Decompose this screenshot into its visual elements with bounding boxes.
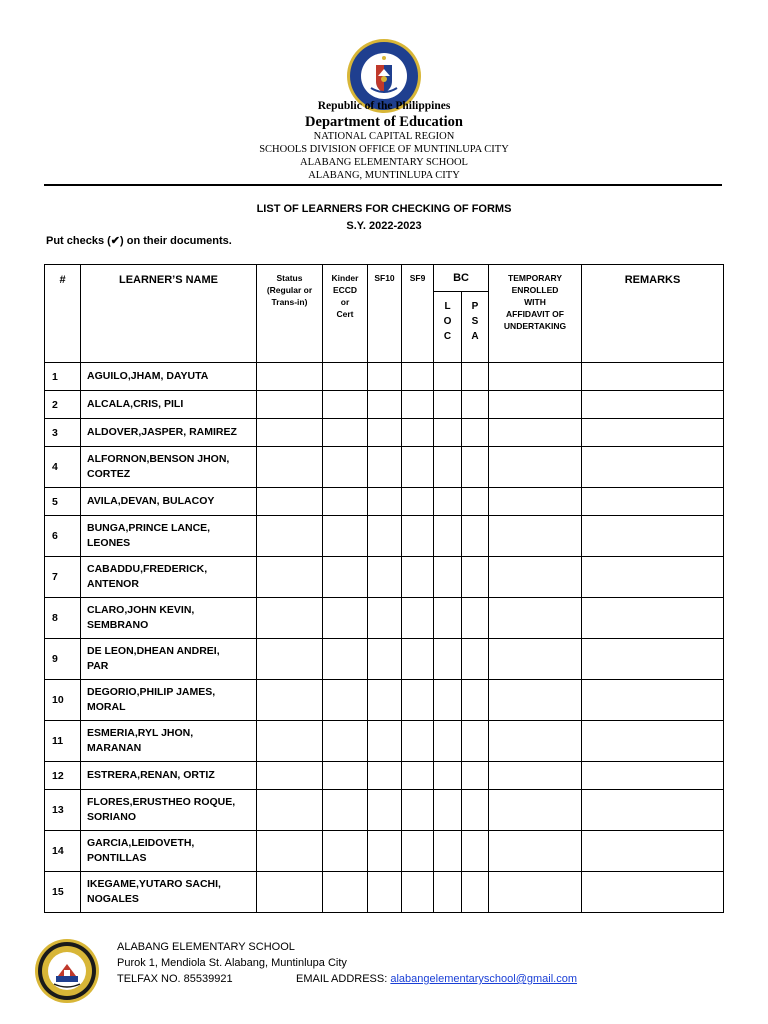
check-cell-kinder[interactable] bbox=[323, 363, 368, 391]
check-cell-sf10[interactable] bbox=[368, 598, 402, 639]
check-cell-remarks[interactable] bbox=[582, 447, 724, 488]
check-cell-kinder[interactable] bbox=[323, 419, 368, 447]
header-temp-line: AFFIDAVIT OF bbox=[506, 309, 564, 319]
header-psa-letter: A bbox=[471, 331, 479, 342]
header-kinder-line: or bbox=[340, 297, 350, 307]
row-number: 10 bbox=[45, 680, 81, 721]
learner-name bbox=[81, 488, 257, 516]
check-cell-kinder[interactable] bbox=[323, 598, 368, 639]
header-loc-letter: C bbox=[443, 331, 452, 342]
check-cell-kinder[interactable] bbox=[323, 488, 368, 516]
check-cell-temporary[interactable] bbox=[489, 557, 582, 598]
check-cell-psa[interactable] bbox=[462, 598, 489, 639]
footer-email-link[interactable]: alabangelementaryschool@gmail.com bbox=[390, 973, 578, 985]
check-cell-temporary[interactable] bbox=[489, 419, 582, 447]
check-cell-kinder[interactable] bbox=[323, 872, 368, 913]
check-cell-remarks[interactable] bbox=[582, 557, 724, 598]
table-row bbox=[45, 721, 724, 762]
check-cell-sf9[interactable] bbox=[402, 762, 434, 790]
row-number: 12 bbox=[45, 762, 81, 790]
learner-name-line: MARANAN bbox=[87, 742, 142, 754]
check-cell-remarks[interactable] bbox=[582, 363, 724, 391]
header-cell-remarks: REMARKS bbox=[582, 265, 724, 363]
check-cell-temporary[interactable] bbox=[489, 680, 582, 721]
learner-name-line: AVILA,DEVAN, BULACOY bbox=[87, 495, 215, 507]
check-cell-loc[interactable] bbox=[434, 790, 462, 831]
table-row bbox=[45, 419, 724, 447]
check-cell-sf9[interactable] bbox=[402, 447, 434, 488]
learner-name bbox=[81, 721, 257, 762]
check-cell-kinder[interactable] bbox=[323, 391, 368, 419]
row-number: 5 bbox=[45, 488, 81, 516]
footer-address: Purok 1, Mendiola St. Alabang, Muntinlupa City bbox=[117, 957, 347, 969]
check-cell-status[interactable] bbox=[257, 680, 323, 721]
header-cell-bc: BC bbox=[434, 265, 489, 292]
learner-name-line: PONTILLAS bbox=[87, 852, 147, 864]
check-cell-sf10[interactable] bbox=[368, 391, 402, 419]
instruction-text: Put checks (✔) on their documents. bbox=[46, 235, 232, 247]
document-title: LIST OF LEARNERS FOR CHECKING OF FORMS bbox=[256, 203, 512, 215]
header-cell-sf10: SF10 bbox=[368, 265, 402, 363]
header-psa-letter: S bbox=[471, 316, 479, 327]
check-cell-sf9[interactable] bbox=[402, 872, 434, 913]
check-cell-status[interactable] bbox=[257, 557, 323, 598]
header-region: NATIONAL CAPITAL REGION bbox=[313, 131, 455, 142]
footer-email-label: EMAIL ADDRESS: bbox=[296, 973, 388, 985]
row-number: 14 bbox=[45, 831, 81, 872]
check-cell-psa[interactable] bbox=[462, 639, 489, 680]
check-cell-status[interactable] bbox=[257, 419, 323, 447]
check-cell-loc[interactable] bbox=[434, 680, 462, 721]
footer-telfax: TELFAX NO. 85539921 bbox=[117, 973, 233, 985]
check-cell-loc[interactable] bbox=[434, 363, 462, 391]
check-cell-status[interactable] bbox=[257, 831, 323, 872]
check-cell-status[interactable] bbox=[257, 598, 323, 639]
check-cell-sf10[interactable] bbox=[368, 680, 402, 721]
check-cell-loc[interactable] bbox=[434, 516, 462, 557]
check-cell-sf10[interactable] bbox=[368, 721, 402, 762]
table-row bbox=[45, 363, 724, 391]
check-cell-temporary[interactable] bbox=[489, 721, 582, 762]
check-cell-kinder[interactable] bbox=[323, 762, 368, 790]
check-cell-temporary[interactable] bbox=[489, 762, 582, 790]
learner-name bbox=[81, 447, 257, 488]
table-row bbox=[45, 762, 724, 790]
check-cell-loc[interactable] bbox=[434, 557, 462, 598]
check-cell-psa[interactable] bbox=[462, 680, 489, 721]
check-cell-loc[interactable] bbox=[434, 447, 462, 488]
school-seal-icon bbox=[34, 938, 100, 1004]
header-division: SCHOOLS DIVISION OFFICE OF MUNTINLUPA CITY bbox=[259, 144, 509, 155]
header-temp-line: UNDERTAKING bbox=[503, 321, 567, 331]
header-psa-letter: P bbox=[471, 301, 479, 312]
check-cell-psa[interactable] bbox=[462, 831, 489, 872]
check-cell-remarks[interactable] bbox=[582, 762, 724, 790]
check-cell-sf10[interactable] bbox=[368, 762, 402, 790]
check-cell-sf10[interactable] bbox=[368, 363, 402, 391]
learner-name-line: DEGORIO,PHILIP JAMES, bbox=[87, 686, 216, 698]
learner-name-line: CLARO,JOHN KEVIN, bbox=[87, 604, 195, 616]
check-cell-temporary[interactable] bbox=[489, 831, 582, 872]
footer-email-row bbox=[296, 973, 577, 985]
learner-name-line: NOGALES bbox=[87, 893, 139, 905]
check-cell-sf9[interactable] bbox=[402, 391, 434, 419]
row-number: 15 bbox=[45, 872, 81, 913]
learner-name-line: ALFORNON,BENSON JHON, bbox=[87, 453, 230, 465]
header-cell-kinder bbox=[323, 265, 368, 363]
row-number: 8 bbox=[45, 598, 81, 639]
check-cell-sf9[interactable] bbox=[402, 419, 434, 447]
check-cell-sf9[interactable] bbox=[402, 721, 434, 762]
check-cell-remarks[interactable] bbox=[582, 488, 724, 516]
check-cell-sf10[interactable] bbox=[368, 790, 402, 831]
header-status-line: Trans-in) bbox=[271, 297, 308, 307]
learner-name-line: ALDOVER,JASPER, RAMIREZ bbox=[87, 426, 237, 438]
table-header-row bbox=[45, 265, 724, 292]
check-cell-psa[interactable] bbox=[462, 557, 489, 598]
learner-name bbox=[81, 831, 257, 872]
check-cell-sf9[interactable] bbox=[402, 639, 434, 680]
check-cell-loc[interactable] bbox=[434, 762, 462, 790]
check-cell-remarks[interactable] bbox=[582, 721, 724, 762]
header-department: Department of Education bbox=[305, 114, 463, 130]
check-cell-psa[interactable] bbox=[462, 762, 489, 790]
check-cell-kinder[interactable] bbox=[323, 557, 368, 598]
learner-name bbox=[81, 363, 257, 391]
header-cell-temporary bbox=[489, 265, 582, 363]
learner-name-line: ALCALA,CRIS, PILI bbox=[87, 398, 184, 410]
check-cell-temporary[interactable] bbox=[489, 639, 582, 680]
check-cell-sf9[interactable] bbox=[402, 557, 434, 598]
header-temp-line: WITH bbox=[524, 297, 546, 307]
learner-name-line: DE LEON,DHEAN ANDREI, bbox=[87, 645, 220, 657]
check-cell-sf10[interactable] bbox=[368, 639, 402, 680]
learner-name-line: FLORES,ERUSTHEO ROQUE, bbox=[87, 796, 236, 808]
check-cell-status[interactable] bbox=[257, 447, 323, 488]
check-cell-loc[interactable] bbox=[434, 639, 462, 680]
check-cell-sf10[interactable] bbox=[368, 419, 402, 447]
check-cell-remarks[interactable] bbox=[582, 872, 724, 913]
check-cell-psa[interactable] bbox=[462, 488, 489, 516]
learner-name bbox=[81, 680, 257, 721]
row-number: 6 bbox=[45, 516, 81, 557]
table-row bbox=[45, 391, 724, 419]
learners-table bbox=[44, 264, 724, 913]
check-cell-kinder[interactable] bbox=[323, 639, 368, 680]
table-row bbox=[45, 447, 724, 488]
learner-name bbox=[81, 557, 257, 598]
check-cell-sf9[interactable] bbox=[402, 516, 434, 557]
check-cell-sf10[interactable] bbox=[368, 557, 402, 598]
learner-name-line: GARCIA,LEIDOVETH, bbox=[87, 837, 195, 849]
check-cell-psa[interactable] bbox=[462, 447, 489, 488]
check-cell-loc[interactable] bbox=[434, 872, 462, 913]
row-number: 7 bbox=[45, 557, 81, 598]
header-kinder-line: Cert bbox=[336, 309, 354, 319]
check-cell-remarks[interactable] bbox=[582, 831, 724, 872]
check-cell-status[interactable] bbox=[257, 639, 323, 680]
header-kinder-line: Kinder bbox=[331, 273, 359, 283]
check-cell-status[interactable] bbox=[257, 762, 323, 790]
check-cell-sf9[interactable] bbox=[402, 488, 434, 516]
school-year: S.Y. 2022-2023 bbox=[346, 220, 422, 232]
header-republic: Republic of the Philippines bbox=[317, 100, 451, 112]
check-cell-remarks[interactable] bbox=[582, 639, 724, 680]
learner-name-line: BUNGA,PRINCE LANCE, bbox=[87, 522, 211, 534]
check-cell-temporary[interactable] bbox=[489, 872, 582, 913]
learner-name-line: SORIANO bbox=[87, 811, 137, 823]
check-cell-sf10[interactable] bbox=[368, 447, 402, 488]
check-cell-temporary[interactable] bbox=[489, 488, 582, 516]
learner-name bbox=[81, 516, 257, 557]
learner-name-line: IKEGAME,YUTARO SACHI, bbox=[87, 878, 221, 890]
check-cell-sf10[interactable] bbox=[368, 488, 402, 516]
check-cell-kinder[interactable] bbox=[323, 680, 368, 721]
row-number: 4 bbox=[45, 447, 81, 488]
check-cell-psa[interactable] bbox=[462, 721, 489, 762]
row-number: 11 bbox=[45, 721, 81, 762]
learner-name-line: PAR bbox=[87, 660, 109, 672]
header-location: ALABANG, MUNTINLUPA CITY bbox=[308, 170, 460, 181]
learner-name-line: ESMERIA,RYL JHON, bbox=[87, 727, 194, 739]
table-row bbox=[45, 488, 724, 516]
check-cell-sf9[interactable] bbox=[402, 831, 434, 872]
check-cell-status[interactable] bbox=[257, 721, 323, 762]
header-cell-status bbox=[257, 265, 323, 363]
table-row bbox=[45, 598, 724, 639]
footer-school: ALABANG ELEMENTARY SCHOOL bbox=[117, 941, 295, 953]
header-cell-sf9: SF9 bbox=[402, 265, 434, 363]
header-temp-line: TEMPORARY bbox=[508, 273, 563, 283]
header-cell-num: # bbox=[45, 265, 81, 363]
check-cell-remarks[interactable] bbox=[582, 391, 724, 419]
learner-name bbox=[81, 872, 257, 913]
row-number: 1 bbox=[45, 363, 81, 391]
learner-name-line: AGUILO,JHAM, DAYUTA bbox=[87, 370, 209, 382]
table-row bbox=[45, 872, 724, 913]
check-cell-status[interactable] bbox=[257, 391, 323, 419]
check-cell-remarks[interactable] bbox=[582, 419, 724, 447]
check-cell-psa[interactable] bbox=[462, 391, 489, 419]
check-cell-sf10[interactable] bbox=[368, 516, 402, 557]
check-cell-sf9[interactable] bbox=[402, 790, 434, 831]
header-kinder-line: ECCD bbox=[332, 285, 358, 295]
learner-name bbox=[81, 598, 257, 639]
check-cell-status[interactable] bbox=[257, 872, 323, 913]
check-cell-status[interactable] bbox=[257, 363, 323, 391]
row-number: 13 bbox=[45, 790, 81, 831]
check-cell-loc[interactable] bbox=[434, 391, 462, 419]
header-status-line: Status bbox=[276, 273, 303, 283]
table-row bbox=[45, 516, 724, 557]
check-cell-kinder[interactable] bbox=[323, 790, 368, 831]
table-body bbox=[45, 363, 724, 913]
header-cell-psa bbox=[462, 292, 489, 363]
learner-name bbox=[81, 762, 257, 790]
check-cell-loc[interactable] bbox=[434, 419, 462, 447]
check-cell-temporary[interactable] bbox=[489, 447, 582, 488]
row-number: 9 bbox=[45, 639, 81, 680]
learner-name-line: CABADDU,FREDERICK, bbox=[87, 563, 208, 575]
check-cell-psa[interactable] bbox=[462, 516, 489, 557]
check-cell-psa[interactable] bbox=[462, 790, 489, 831]
check-cell-temporary[interactable] bbox=[489, 598, 582, 639]
check-cell-status[interactable] bbox=[257, 488, 323, 516]
learner-name bbox=[81, 419, 257, 447]
check-cell-sf9[interactable] bbox=[402, 363, 434, 391]
learner-name-line: LEONES bbox=[87, 537, 131, 549]
header-cell-name: LEARNER’S NAME bbox=[81, 265, 257, 363]
learner-name bbox=[81, 790, 257, 831]
check-cell-temporary[interactable] bbox=[489, 516, 582, 557]
table-row bbox=[45, 790, 724, 831]
check-cell-kinder[interactable] bbox=[323, 447, 368, 488]
learner-name-line: ANTENOR bbox=[87, 578, 139, 590]
check-cell-temporary[interactable] bbox=[489, 391, 582, 419]
header-loc-letter: O bbox=[443, 316, 452, 327]
header-loc-letter: L bbox=[444, 301, 451, 312]
check-cell-loc[interactable] bbox=[434, 831, 462, 872]
header-cell-loc bbox=[434, 292, 462, 363]
check-cell-status[interactable] bbox=[257, 516, 323, 557]
check-cell-kinder[interactable] bbox=[323, 721, 368, 762]
header-temp-line: ENROLLED bbox=[511, 285, 559, 295]
check-cell-remarks[interactable] bbox=[582, 790, 724, 831]
check-cell-psa[interactable] bbox=[462, 419, 489, 447]
table-row bbox=[45, 831, 724, 872]
table-row bbox=[45, 639, 724, 680]
learner-name-line: ESTRERA,RENAN, ORTIZ bbox=[87, 769, 215, 781]
check-cell-psa[interactable] bbox=[462, 872, 489, 913]
check-cell-temporary[interactable] bbox=[489, 790, 582, 831]
header-school: ALABANG ELEMENTARY SCHOOL bbox=[300, 157, 468, 168]
check-cell-loc[interactable] bbox=[434, 488, 462, 516]
table-row bbox=[45, 557, 724, 598]
row-number: 2 bbox=[45, 391, 81, 419]
row-number: 3 bbox=[45, 419, 81, 447]
check-cell-kinder[interactable] bbox=[323, 831, 368, 872]
check-cell-sf10[interactable] bbox=[368, 831, 402, 872]
header-status-line: (Regular or bbox=[266, 285, 313, 295]
check-cell-sf9[interactable] bbox=[402, 598, 434, 639]
header-divider bbox=[44, 184, 722, 186]
table-row bbox=[45, 680, 724, 721]
check-cell-remarks[interactable] bbox=[582, 680, 724, 721]
learner-name bbox=[81, 391, 257, 419]
check-cell-loc[interactable] bbox=[434, 598, 462, 639]
learner-name-line: CORTEZ bbox=[87, 468, 131, 480]
check-cell-remarks[interactable] bbox=[582, 598, 724, 639]
check-cell-loc[interactable] bbox=[434, 721, 462, 762]
check-cell-psa[interactable] bbox=[462, 363, 489, 391]
learner-name-line: SEMBRANO bbox=[87, 619, 149, 631]
check-cell-status[interactable] bbox=[257, 790, 323, 831]
check-cell-kinder[interactable] bbox=[323, 516, 368, 557]
learner-name-line: MORAL bbox=[87, 701, 126, 713]
learner-name bbox=[81, 639, 257, 680]
check-cell-temporary[interactable] bbox=[489, 363, 582, 391]
check-cell-sf10[interactable] bbox=[368, 872, 402, 913]
check-cell-remarks[interactable] bbox=[582, 516, 724, 557]
check-cell-sf9[interactable] bbox=[402, 680, 434, 721]
